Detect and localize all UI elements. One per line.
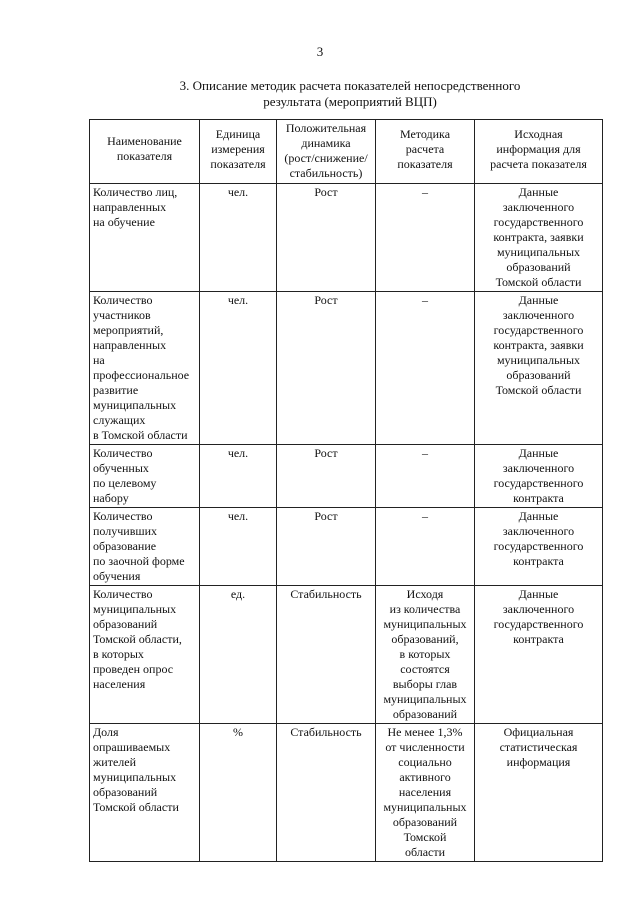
- table-row: [90, 724, 603, 862]
- cell-dynamics: Рост: [277, 445, 376, 508]
- cell-source: Данные заключенного государственного контракта: [475, 445, 603, 508]
- header-method: Методика расчета показателя: [376, 120, 475, 184]
- cell-unit: чел.: [200, 292, 277, 445]
- cell-method: Не менее 1,3% от численности социально активного населения муниципальных образований Томской области: [376, 724, 475, 862]
- section-title-line: 3. Описание методик расчета показателей непосредственного: [179, 78, 521, 93]
- cell-source: Данные заключенного государственного контракта: [475, 508, 603, 586]
- cell-indicator-name: Количество обученных по целевому набору: [90, 445, 200, 508]
- cell-unit: чел.: [200, 508, 277, 586]
- cell-source: Данные заключенного государственного контракта, заявки муниципальных образований Томской области: [475, 184, 603, 292]
- indicators-table: [89, 119, 603, 862]
- table-row: [90, 508, 603, 586]
- table-row: [90, 445, 603, 508]
- cell-indicator-name: Количество муниципальных образований Томской области, в которых проведен опрос населения: [90, 586, 200, 724]
- cell-indicator-name: Количество участников мероприятий, направленных на профессиональное развитие муниципальных служащих в Томской области: [90, 292, 200, 445]
- cell-unit: ед.: [200, 586, 277, 724]
- cell-indicator-name: Количество получивших образование по заочной форме обучения: [90, 508, 200, 586]
- cell-indicator-name: Доля опрашиваемых жителей муниципальных образований Томской области: [90, 724, 200, 862]
- table-row: [90, 586, 603, 724]
- cell-method: –: [376, 184, 475, 292]
- cell-method: –: [376, 292, 475, 445]
- cell-method: –: [376, 508, 475, 586]
- cell-dynamics: Рост: [277, 508, 376, 586]
- cell-source: Данные заключенного государственного контракта, заявки муниципальных образований Томской области: [475, 292, 603, 445]
- cell-method: –: [376, 445, 475, 508]
- header-dynamics: Положительная динамика (рост/снижение/ стабильность): [277, 120, 376, 184]
- cell-dynamics: Рост: [277, 292, 376, 445]
- table-row: [90, 184, 603, 292]
- table-header-row: [90, 120, 603, 184]
- cell-dynamics: Рост: [277, 184, 376, 292]
- cell-unit: чел.: [200, 184, 277, 292]
- cell-dynamics: Стабильность: [277, 724, 376, 862]
- table-row: [90, 292, 603, 445]
- cell-unit: чел.: [200, 445, 277, 508]
- header-unit: Единица измерения показателя: [200, 120, 277, 184]
- cell-source: Данные заключенного государственного контракта: [475, 586, 603, 724]
- page-number: 3: [316, 44, 324, 59]
- cell-method: Исходя из количества муниципальных образований, в которых состоятся выборы глав муниципальных образований: [376, 586, 475, 724]
- section-title-line: результата (мероприятий ВЦП): [263, 94, 437, 109]
- cell-unit: %: [200, 724, 277, 862]
- section-title: [100, 78, 600, 110]
- cell-indicator-name: Количество лиц, направленных на обучение: [90, 184, 200, 292]
- cell-source: Официальная статистическая информация: [475, 724, 603, 862]
- table-body: [90, 184, 603, 862]
- header-indicator-name: Наименование показателя: [90, 120, 200, 184]
- cell-dynamics: Стабильность: [277, 586, 376, 724]
- header-source: Исходная информация для расчета показателя: [475, 120, 603, 184]
